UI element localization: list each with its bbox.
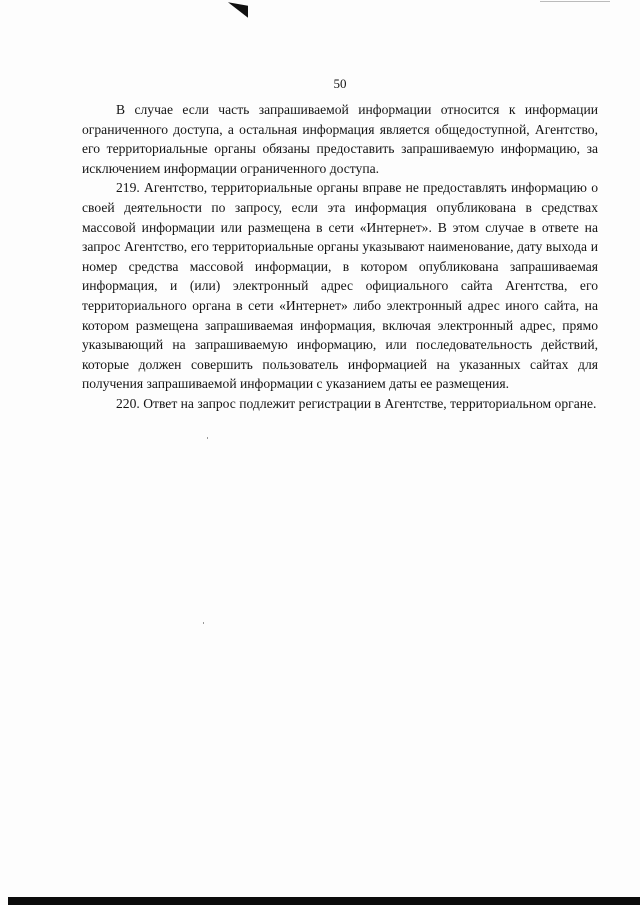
paragraph-220: 220. Ответ на запрос подлежит регистрации в Агентстве, территориальном органе. xyxy=(116,395,597,411)
paragraph-219: 219. Агентство, территориальные органы вправе не предоставлять информацию о своей деятельности по запросу, если эта информация опубликована в средствах массовой информации или размещена в сети «Интернет». В этом случае в ответе на запрос Агентство, его территориальные органы указывают наименование, дату выхода и номер средства массовой информации, в котором опубликована запрашиваемая информация, и (или) электронный адрес официального сайта Агентства, его территориального органа в сети «Интернет» либо электронный адрес иного сайта, на котором размещена запрашиваемая информация, включая электронный адрес, прямо указывающий на запрашиваемую информацию, или последовательность действий, которые должен совершить пользователь информацией на указанных сайтах для получения запрашиваемой информации с указанием даты ее размещения. xyxy=(82,180,598,392)
document-body xyxy=(82,100,598,414)
scan-speck xyxy=(207,437,208,439)
paragraph-restricted-info: В случае если часть запрашиваемой информации относится к информации ограниченного доступа, а остальная информация является общедоступной, Агентство, его территориальные органы обязаны предоставить запрашиваемую информацию, за исключением информации ограниченного доступа. xyxy=(82,102,598,176)
page-number: 50 xyxy=(333,76,347,91)
scan-edge-line xyxy=(540,1,610,2)
scan-speck xyxy=(203,622,204,624)
scan-bottom-edge xyxy=(8,897,640,905)
scan-corner-mark xyxy=(228,2,248,18)
